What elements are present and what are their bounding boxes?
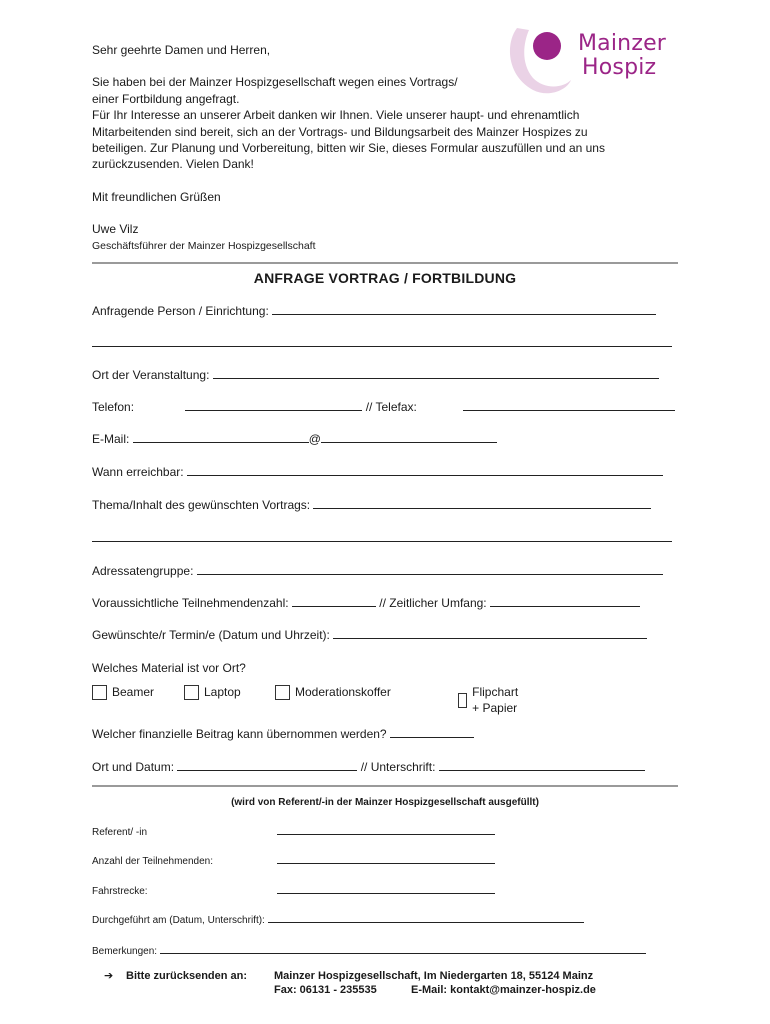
field-referent[interactable] [92,826,495,839]
divider-top [92,262,678,264]
adressat-label: Adressatengruppe: [92,564,194,578]
checkbox-laptop[interactable] [184,684,241,700]
logo-line-1: Mainzer [578,31,667,56]
person-label: Anfragende Person / Einrichtung: [92,304,269,318]
referent-label: Referent/ -in [92,827,148,838]
teilnehmer-line[interactable] [292,596,376,607]
wann-line[interactable] [187,465,663,476]
email-label: E-Mail: [92,432,130,446]
signer-name: Uwe Vilz [92,222,139,237]
return-address [92,970,596,997]
person-line[interactable] [272,304,656,315]
checkbox-laptop-box[interactable] [184,685,199,700]
letter-paragraph-2-line-3: beteiligen. Zur Planung und Vorbereitung, bitten wir Sie, dieses Formular auszufüllen und an uns [92,141,605,156]
field-beitrag[interactable] [92,727,474,741]
teilnehmer-label: Voraussichtliche Teilnehmendenzahl: [92,596,289,610]
telefon-label: Telefon: [92,400,135,414]
referent-line[interactable] [277,826,495,835]
letter-paragraph-2-line-4: zurückzusenden. Vielen Dank! [92,157,254,172]
termin-line[interactable] [333,628,647,639]
checkbox-beamer-box[interactable] [92,685,107,700]
ort-line[interactable] [213,368,659,379]
bemerkungen-line[interactable] [160,945,646,954]
thema-label: Thema/Inhalt des gewünschten Vortrags: [92,498,311,512]
unterschrift-label: // Unterschrift: [360,760,436,774]
letter-paragraph-2-line-1: Für Ihr Interesse an unserer Arbeit danken wir Ihnen. Viele unserer haupt- und ehrenamtlich [92,108,580,123]
anzahl-line[interactable] [277,855,495,864]
ort-datum-label: Ort und Datum: [92,760,175,774]
field-email[interactable] [92,432,497,446]
email-line-domain[interactable] [321,432,497,443]
checkbox-moderationskoffer-box[interactable] [275,685,290,700]
checkbox-beamer-label: Beamer [112,685,155,699]
field-anzahl[interactable] [92,855,495,868]
field-durchgefuehrt[interactable] [92,914,584,927]
field-telefon[interactable] [92,400,675,414]
field-ort[interactable] [92,368,659,382]
divider-bottom [92,785,678,787]
field-termin[interactable] [92,628,647,642]
thema-line[interactable] [313,498,651,509]
durchgefuehrt-label: Durchgeführt am (Datum, Unterschrift): [92,915,265,926]
closing: Mit freundlichen Grüßen [92,189,221,204]
field-anfragende-person-continued[interactable] [92,336,672,350]
arrow-right-icon: ➔ [104,970,114,982]
cover-letter [92,42,652,254]
person-line-2[interactable] [92,336,672,347]
material-question: Welches Material ist vor Ort? [92,661,246,675]
checkbox-flipchart-box[interactable] [458,693,467,708]
field-adressatengruppe[interactable] [92,564,663,578]
field-wann[interactable] [92,465,663,479]
durchgefuehrt-line[interactable] [268,914,584,923]
field-teilnehmer[interactable] [92,596,640,610]
telefax-label: // Telefax: [365,400,417,414]
checkbox-flipchart-label: Flipchart + Papier [472,685,519,715]
field-thema[interactable] [92,498,651,512]
umfang-line[interactable] [490,596,640,607]
email-at: @ [308,432,321,446]
ort-label: Ort der Veranstaltung: [92,368,210,382]
checkbox-flipchart[interactable] [458,684,524,716]
telefon-line[interactable] [185,400,362,411]
ort-datum-line[interactable] [177,760,357,771]
field-fahrstrecke[interactable] [92,885,495,898]
field-thema-continued[interactable] [92,531,672,545]
bemerkungen-label: Bemerkungen: [92,946,158,957]
signer-role: Geschäftsführer der Mainzer Hospizgesellschaft [92,239,316,252]
fahrstrecke-label: Fahrstrecke: [92,886,148,897]
unterschrift-line[interactable] [439,760,645,771]
adressat-line[interactable] [197,564,663,575]
checkbox-moderationskoffer[interactable] [275,684,391,700]
field-bemerkungen[interactable] [92,945,646,958]
return-label: Bitte zurücksenden an: [126,970,248,982]
field-ort-datum[interactable] [92,760,645,774]
anzahl-label: Anzahl der Teilnehmenden: [92,856,214,867]
termin-label: Gewünschte/r Termin/e (Datum und Uhrzeit): [92,628,330,642]
email-line-local[interactable] [133,432,309,443]
logo-line-2: Hospiz [582,55,657,80]
return-address-line: Mainzer Hospizgesellschaft, Im Niedergarten 18, 55124 Mainz [274,970,594,982]
checkbox-laptop-label: Laptop [204,685,241,699]
fahrstrecke-line[interactable] [277,885,495,894]
thema-line-2[interactable] [92,531,672,542]
referent-section-title: (wird von Referent/-in der Mainzer Hospizgesellschaft ausgefüllt) [231,797,539,808]
letter-paragraph-1-line-1: Sie haben bei der Mainzer Hospizgesellschaft wegen eines Vortrags/ [92,75,458,90]
letter-paragraph-1-line-2: einer Fortbildung angefragt. [92,91,240,106]
telefax-line[interactable] [463,400,675,411]
beitrag-line[interactable] [390,727,474,738]
field-anfragende-person[interactable] [92,304,656,318]
checkbox-beamer[interactable] [92,684,154,700]
checkbox-moderationskoffer-label: Moderationskoffer [295,685,391,699]
wann-label: Wann erreichbar: [92,465,184,479]
letter-paragraph-2-line-2: Mitarbeitenden sind bereit, sich an der Vortrags- und Bildungsarbeit des Mainzer Hospizes zu [92,124,588,139]
beitrag-label: Welcher finanzielle Beitrag kann übernommen werden? [92,727,387,741]
fax-number: Fax: 06131 - 235535 [274,983,377,996]
umfang-label: // Zeitlicher Umfang: [379,596,487,610]
contact-email: E-Mail: kontakt@mainzer-hospiz.de [411,983,596,996]
form-title: ANFRAGE VORTRAG / FORTBILDUNG [253,270,517,286]
salutation: Sehr geehrte Damen und Herren, [92,43,271,57]
